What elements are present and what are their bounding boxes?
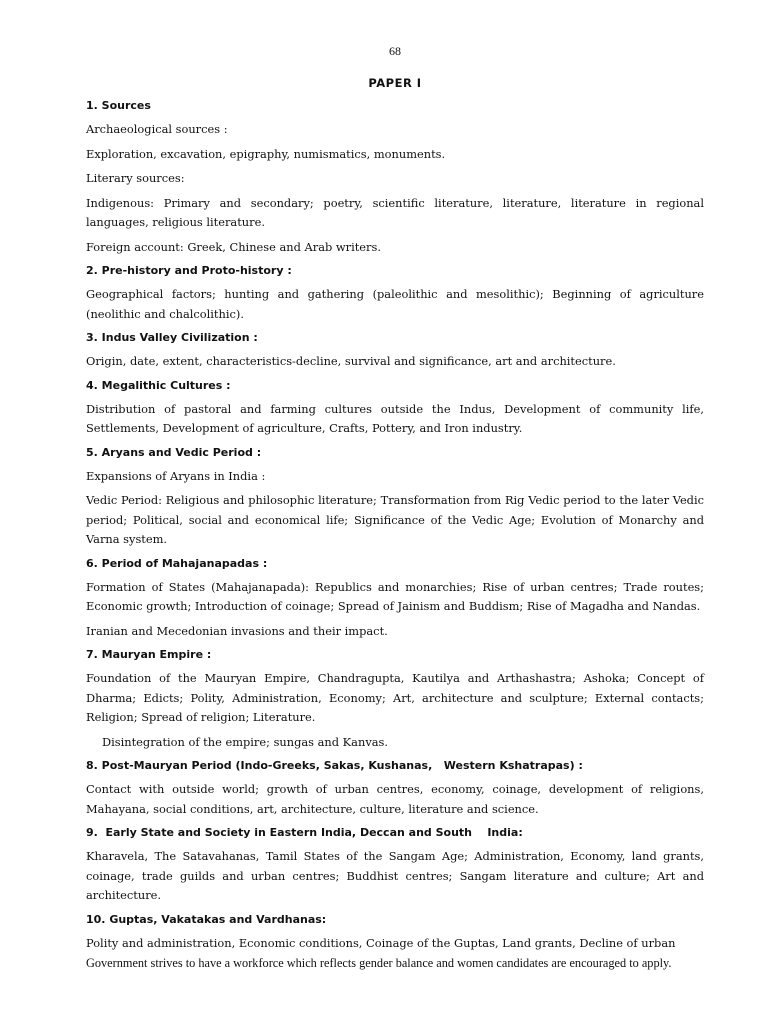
section-paragraph: Foreign account: Greek, Chinese and Arab writers.	[86, 239, 381, 254]
syllabus-content	[86, 97, 704, 972]
page-number: 68	[389, 44, 401, 58]
section-heading: 3. Indus Valley Civilization :	[86, 331, 258, 344]
section-paragraph: Disintegration of the empire; sungas and Kanvas.	[102, 734, 389, 749]
section-paragraph: Kharavela, The Satavahanas, Tamil States of the Sangam Age; Administration, Economy, land grants, coinage, trade guilds and urban centres; Buddhist centres; Sangam literature and culture; Art and architecture.	[86, 849, 704, 902]
section-paragraph: Geographical factors; hunting and gathering (paleolithic and mesolithic); Beginning of agriculture (neolithic and chalcolithic).	[86, 287, 704, 321]
section-paragraph: Archaeological sources :	[86, 122, 228, 136]
section-aryans-vedic	[86, 444, 704, 550]
section-paragraph: Vedic Period: Religious and philosophic literature; Transformation from Rig Vedic period to the later Vedic period; Political, social and economical life; Significance of the Vedic Age; Evolution of Monarchy and Varna system.	[86, 493, 704, 546]
section-heading: 5. Aryans and Vedic Period :	[86, 445, 262, 459]
section-sources	[86, 97, 704, 257]
section-post-mauryan	[86, 757, 704, 819]
section-paragraph: Origin, date, extent, characteristics-decline, survival and significance, art and architecture.	[86, 354, 616, 368]
section-mahajanapadas	[86, 555, 704, 642]
section-paragraph: Polity and administration, Economic conditions, Coinage of the Guptas, Land grants, Decline of urban	[86, 935, 676, 950]
section-heading: 6. Period of Mahajanapadas :	[86, 556, 268, 570]
section-heading: 2. Pre-history and Proto-history :	[86, 264, 292, 277]
section-megalithic	[86, 377, 704, 439]
section-heading: 8. Post-Mauryan Period (Indo-Greeks, Sakas, Kushanas, Western Kshatrapas) :	[86, 759, 583, 772]
section-heading: 1. Sources	[86, 99, 151, 112]
section-indus-valley	[86, 329, 704, 372]
paper-title: PAPER I	[368, 76, 422, 90]
section-early-state	[86, 824, 704, 906]
section-heading: 10. Guptas, Vakatakas and Vardhanas:	[86, 912, 327, 926]
section-paragraph: Exploration, excavation, epigraphy, numismatics, monuments.	[86, 146, 446, 161]
section-paragraph: Formation of States (Mahajanapada): Republics and monarchies; Rise of urban centres; Trade routes; Economic growth; Introduction of coinage; Spread of Jainism and Buddism; Rise of Magadha and Nandas.	[86, 579, 704, 613]
section-paragraph: Literary sources:	[86, 171, 185, 185]
section-heading: 4. Megalithic Cultures :	[86, 378, 231, 392]
section-heading: 9. Early State and Society in Eastern India, Deccan and South India:	[86, 826, 523, 839]
section-paragraph: Expansions of Aryans in India :	[86, 468, 266, 483]
section-paragraph: Foundation of the Mauryan Empire, Chandragupta, Kautilya and Arthashastra; Ashoka; Concept of Dharma; Edicts; Polity, Administration, Economy; Art, architecture and sculpture; External contacts; Religion; Spread of religion; Literature.	[86, 671, 704, 724]
section-paragraph: Distribution of pastoral and farming cultures outside the Indus, Development of community life, Settlements, Development of agriculture, Crafts, Pottery, and Iron industry.	[86, 401, 704, 435]
section-heading: 7. Mauryan Empire :	[86, 648, 212, 661]
section-paragraph: Contact with outside world; growth of urban centres, economy, coinage, development of religions, Mahayana, social conditions, art, architecture, culture, literature and science.	[86, 782, 704, 816]
footer-note: Government strives to have a workforce which reflects gender balance and women candidates are encouraged to apply.	[86, 956, 672, 970]
section-guptas	[86, 911, 704, 954]
section-mauryan	[86, 646, 704, 752]
section-paragraph: Iranian and Mecedonian invasions and their impact.	[86, 623, 388, 638]
section-paragraph: Indigenous: Primary and secondary; poetry, scientific literature, literature, literature in regional languages, religious literature.	[86, 195, 704, 229]
section-prehistory	[86, 262, 704, 324]
